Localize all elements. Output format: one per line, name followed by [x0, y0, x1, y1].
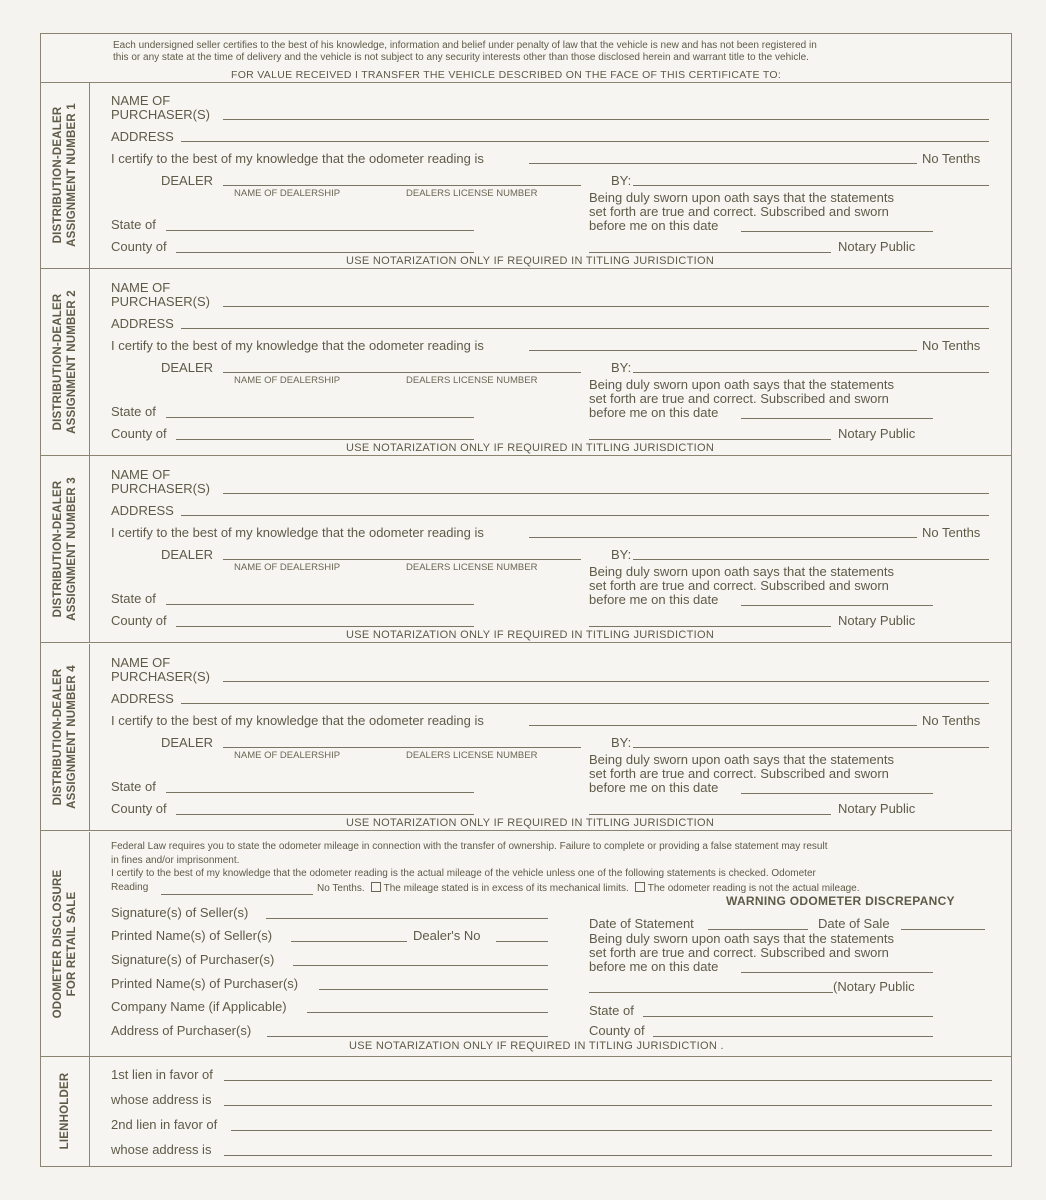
dealers-no-field[interactable] — [496, 941, 548, 942]
printed-seller-label: Printed Name(s) of Seller(s) — [111, 928, 273, 943]
dealer-label: DEALER — [161, 173, 214, 188]
first-lien-field[interactable] — [224, 1080, 992, 1081]
name-of-label: NAME OF — [111, 280, 171, 295]
signature-seller-field[interactable] — [266, 918, 548, 919]
dealer-field[interactable] — [223, 372, 581, 373]
by-label: BY: — [611, 547, 632, 562]
sworn-date-field[interactable] — [741, 231, 933, 232]
assignment-side-label: DISTRIBUTION-DEALER ASSIGNMENT NUMBER 2 — [41, 269, 90, 455]
state-of-label: State of — [111, 404, 156, 419]
notary-field[interactable] — [589, 814, 831, 815]
sworn-date-field[interactable] — [741, 418, 933, 419]
notary-field[interactable] — [589, 626, 831, 627]
notary-field[interactable] — [589, 439, 831, 440]
date-of-sale-field[interactable] — [901, 929, 985, 930]
state-of-label: State of — [111, 217, 156, 232]
no-tenths-label: No Tenths — [922, 713, 981, 728]
purchaser-name-field[interactable] — [223, 493, 989, 494]
dealer-assignment-4 — [41, 644, 1011, 832]
state-of-label: State of — [111, 779, 156, 794]
dealers-license-caption: DEALERS LICENSE NUMBER — [406, 750, 538, 761]
assignment-side-label: DISTRIBUTION-DEALER ASSIGNMENT NUMBER 1 — [41, 82, 90, 268]
company-name-label: Company Name (if Applicable) — [111, 999, 287, 1014]
lienholder-side-label: LIENHOLDER — [41, 1056, 90, 1166]
county-of-label: County of — [111, 801, 167, 816]
odometer-side-label: ODOMETER DISCLOSURE FOR RETAIL SALE — [41, 832, 90, 1056]
notary-public-label: Notary Public — [838, 613, 916, 628]
odometer-reading-field[interactable] — [529, 163, 917, 164]
name-of-dealership-caption: NAME OF DEALERSHIP — [234, 375, 341, 386]
county-of-label: County of — [111, 426, 167, 441]
signature-purchaser-label: Signature(s) of Purchaser(s) — [111, 952, 275, 967]
odometer-reading-label: Reading — [111, 882, 149, 893]
divider — [41, 1056, 1011, 1057]
seller-certification-line1: Each undersigned seller certifies to the best of his knowledge, information and belief under penalty of law that the vehicle is new and has not been registered in — [113, 40, 817, 51]
notary-public-label: Notary Public — [838, 239, 916, 254]
dealer-assignment-2 — [41, 269, 1011, 457]
no-tenths-label: No Tenths. The mileage stated is in excess of its mechanical limits. The odometer reading is not the actual mileage. — [317, 883, 860, 894]
by-field[interactable] — [633, 372, 989, 373]
odometer-sworn-date-field[interactable] — [741, 972, 933, 973]
sworn-line2: set forth are true and correct. Subscribed and sworn — [589, 578, 889, 593]
second-lien-label: 2nd lien in favor of — [111, 1117, 218, 1132]
by-label: BY: — [611, 735, 632, 750]
state-of-field[interactable] — [166, 417, 474, 418]
federal-law-line1: Federal Law requires you to state the odometer mileage in connection with the transfer of ownership. Failure to complete or providing a false statement may result — [111, 841, 828, 852]
mechanical-limits-checkbox[interactable] — [371, 882, 381, 892]
address-label: ADDRESS — [111, 503, 174, 518]
dealer-assignment-3 — [41, 456, 1011, 644]
first-lien-address-label: whose address is — [111, 1092, 212, 1107]
sworn-line1: Being duly sworn upon oath says that the statements — [589, 377, 894, 392]
odometer-notary-label: (Notary Public — [833, 979, 915, 994]
sworn-date-field[interactable] — [741, 793, 933, 794]
mechanical-limits-label: The mileage stated is in excess of its mechanical limits. — [383, 883, 629, 894]
odometer-state-of-field[interactable] — [643, 1016, 933, 1017]
purchaser-name-field[interactable] — [223, 306, 989, 307]
notary-public-label: Notary Public — [838, 426, 916, 441]
federal-law-line3: I certify to the best of my knowledge that the odometer reading is the actual mileage of the vehicle unless one of the following statements is checked. Odometer — [111, 868, 816, 879]
notary-public-label: Notary Public — [838, 801, 916, 816]
notarization-note: USE NOTARIZATION ONLY IF REQUIRED IN TITLING JURISDICTION — [346, 817, 715, 829]
name-of-dealership-caption: NAME OF DEALERSHIP — [234, 188, 341, 199]
county-of-field[interactable] — [176, 252, 474, 253]
by-label: BY: — [611, 360, 632, 375]
dealer-label: DEALER — [161, 360, 214, 375]
purchaser-address-field[interactable] — [181, 703, 989, 704]
not-actual-mileage-checkbox[interactable] — [635, 882, 645, 892]
purchaser-name-field[interactable] — [223, 119, 989, 120]
by-field[interactable] — [633, 747, 989, 748]
assignment-side-label: DISTRIBUTION-DEALER ASSIGNMENT NUMBER 4 — [41, 644, 90, 830]
dealer-label: DEALER — [161, 547, 214, 562]
state-of-label: State of — [111, 591, 156, 606]
address-purchaser-field[interactable] — [267, 1036, 548, 1037]
warning-odometer-discrepancy: WARNING ODOMETER DISCREPANCY — [726, 894, 955, 908]
odometer-certify-label: I certify to the best of my knowledge that the odometer reading is — [111, 525, 484, 540]
no-tenths-label: No Tenths — [922, 525, 981, 540]
county-of-label: County of — [111, 239, 167, 254]
title-assignment-form — [40, 33, 1012, 1167]
first-lien-address-field[interactable] — [224, 1105, 992, 1106]
date-of-statement-field[interactable] — [708, 929, 808, 930]
sworn-line2: set forth are true and correct. Subscribed and sworn — [589, 204, 889, 219]
odometer-sworn-line2: set forth are true and correct. Subscribed and sworn — [589, 945, 889, 960]
printed-purchaser-label: Printed Name(s) of Purchaser(s) — [111, 976, 299, 991]
purchasers-label: PURCHASER(S) — [111, 294, 210, 309]
odometer-sworn-line3: before me on this date — [589, 959, 719, 974]
address-purchaser-label: Address of Purchaser(s) — [111, 1023, 252, 1038]
state-of-field[interactable] — [166, 792, 474, 793]
not-actual-mileage-label: The odometer reading is not the actual mileage. — [647, 883, 860, 894]
by-field[interactable] — [633, 559, 989, 560]
by-field[interactable] — [633, 185, 989, 186]
sworn-date-field[interactable] — [741, 605, 933, 606]
second-lien-address-label: whose address is — [111, 1142, 212, 1157]
first-lien-label: 1st lien in favor of — [111, 1067, 213, 1082]
company-name-field[interactable] — [307, 1012, 548, 1013]
printed-purchaser-field[interactable] — [319, 989, 548, 990]
assignment-side-label: DISTRIBUTION-DEALER ASSIGNMENT NUMBER 3 — [41, 456, 90, 642]
second-lien-address-field[interactable] — [224, 1155, 992, 1156]
dealer-assignment-1 — [41, 82, 1011, 270]
state-of-field[interactable] — [166, 604, 474, 605]
dealers-no-label: Dealer's No — [413, 928, 481, 943]
sworn-line3: before me on this date — [589, 592, 719, 607]
signature-purchaser-field[interactable] — [293, 965, 548, 966]
odometer-county-of-label: County of — [589, 1023, 645, 1038]
dealer-field[interactable] — [223, 747, 581, 748]
federal-law-line2: in fines and/or imprisonment. — [111, 855, 240, 866]
odometer-certify-label: I certify to the best of my knowledge that the odometer reading is — [111, 713, 484, 728]
sworn-line3: before me on this date — [589, 218, 719, 233]
odometer-reading-field[interactable] — [529, 537, 917, 538]
odometer-reading-field[interactable] — [529, 725, 917, 726]
odometer-county-of-field[interactable] — [653, 1036, 933, 1037]
county-of-field[interactable] — [176, 439, 474, 440]
notarization-note: USE NOTARIZATION ONLY IF REQUIRED IN TITLING JURISDICTION — [346, 629, 715, 641]
name-of-dealership-caption: NAME OF DEALERSHIP — [234, 562, 341, 573]
odometer-sworn-line1: Being duly sworn upon oath says that the statements — [589, 931, 894, 946]
dealer-field[interactable] — [223, 559, 581, 560]
date-of-statement-label: Date of Statement — [589, 916, 694, 931]
sworn-line3: before me on this date — [589, 405, 719, 420]
second-lien-field[interactable] — [231, 1130, 992, 1131]
name-of-label: NAME OF — [111, 655, 171, 670]
divider — [41, 830, 1011, 831]
sworn-line1: Being duly sworn upon oath says that the statements — [589, 564, 894, 579]
address-label: ADDRESS — [111, 316, 174, 331]
notarization-note: USE NOTARIZATION ONLY IF REQUIRED IN TITLING JURISDICTION — [346, 442, 715, 454]
sworn-line3: before me on this date — [589, 780, 719, 795]
transfer-statement: FOR VALUE RECEIVED I TRANSFER THE VEHICLE DESCRIBED ON THE FACE OF THIS CERTIFICATE TO: — [231, 69, 782, 81]
by-label: BY: — [611, 173, 632, 188]
dealer-label: DEALER — [161, 735, 214, 750]
no-tenths-label: No Tenths — [922, 338, 981, 353]
odometer-notary-field[interactable] — [589, 992, 833, 993]
odometer-reading-field[interactable] — [161, 894, 313, 895]
sworn-line2: set forth are true and correct. Subscribed and sworn — [589, 766, 889, 781]
date-of-sale-label: Date of Sale — [818, 916, 890, 931]
notarization-note: USE NOTARIZATION ONLY IF REQUIRED IN TITLING JURISDICTION — [346, 255, 715, 267]
odometer-state-of-label: State of — [589, 1003, 634, 1018]
purchaser-address-field[interactable] — [181, 141, 989, 142]
county-of-field[interactable] — [176, 814, 474, 815]
purchasers-label: PURCHASER(S) — [111, 107, 210, 122]
odometer-certify-label: I certify to the best of my knowledge that the odometer reading is — [111, 151, 484, 166]
address-label: ADDRESS — [111, 691, 174, 706]
odometer-notarization-note: USE NOTARIZATION ONLY IF REQUIRED IN TITLING JURISDICTION . — [349, 1040, 724, 1052]
name-of-label: NAME OF — [111, 467, 171, 482]
sworn-line1: Being duly sworn upon oath says that the statements — [589, 752, 894, 767]
sworn-line2: set forth are true and correct. Subscribed and sworn — [589, 391, 889, 406]
printed-seller-field[interactable] — [291, 941, 407, 942]
seller-certification-line2: this or any state at the time of delivery and the vehicle is not subject to any security interests other than those disclosed herein and warrant title to the vehicle. — [113, 52, 809, 63]
purchaser-address-field[interactable] — [181, 328, 989, 329]
dealers-license-caption: DEALERS LICENSE NUMBER — [406, 188, 538, 199]
no-tenths-label: No Tenths — [922, 151, 981, 166]
address-label: ADDRESS — [111, 129, 174, 144]
name-of-dealership-caption: NAME OF DEALERSHIP — [234, 750, 341, 761]
dealers-license-caption: DEALERS LICENSE NUMBER — [406, 562, 538, 573]
notary-field[interactable] — [589, 252, 831, 253]
state-of-field[interactable] — [166, 230, 474, 231]
purchaser-name-field[interactable] — [223, 681, 989, 682]
purchasers-label: PURCHASER(S) — [111, 669, 210, 684]
odometer-reading-field[interactable] — [529, 350, 917, 351]
county-of-field[interactable] — [176, 626, 474, 627]
sworn-line1: Being duly sworn upon oath says that the statements — [589, 190, 894, 205]
dealer-field[interactable] — [223, 185, 581, 186]
signature-seller-label: Signature(s) of Seller(s) — [111, 905, 249, 920]
odometer-certify-label: I certify to the best of my knowledge that the odometer reading is — [111, 338, 484, 353]
purchaser-address-field[interactable] — [181, 515, 989, 516]
dealers-license-caption: DEALERS LICENSE NUMBER — [406, 375, 538, 386]
purchasers-label: PURCHASER(S) — [111, 481, 210, 496]
name-of-label: NAME OF — [111, 93, 171, 108]
county-of-label: County of — [111, 613, 167, 628]
divider — [41, 642, 1011, 643]
